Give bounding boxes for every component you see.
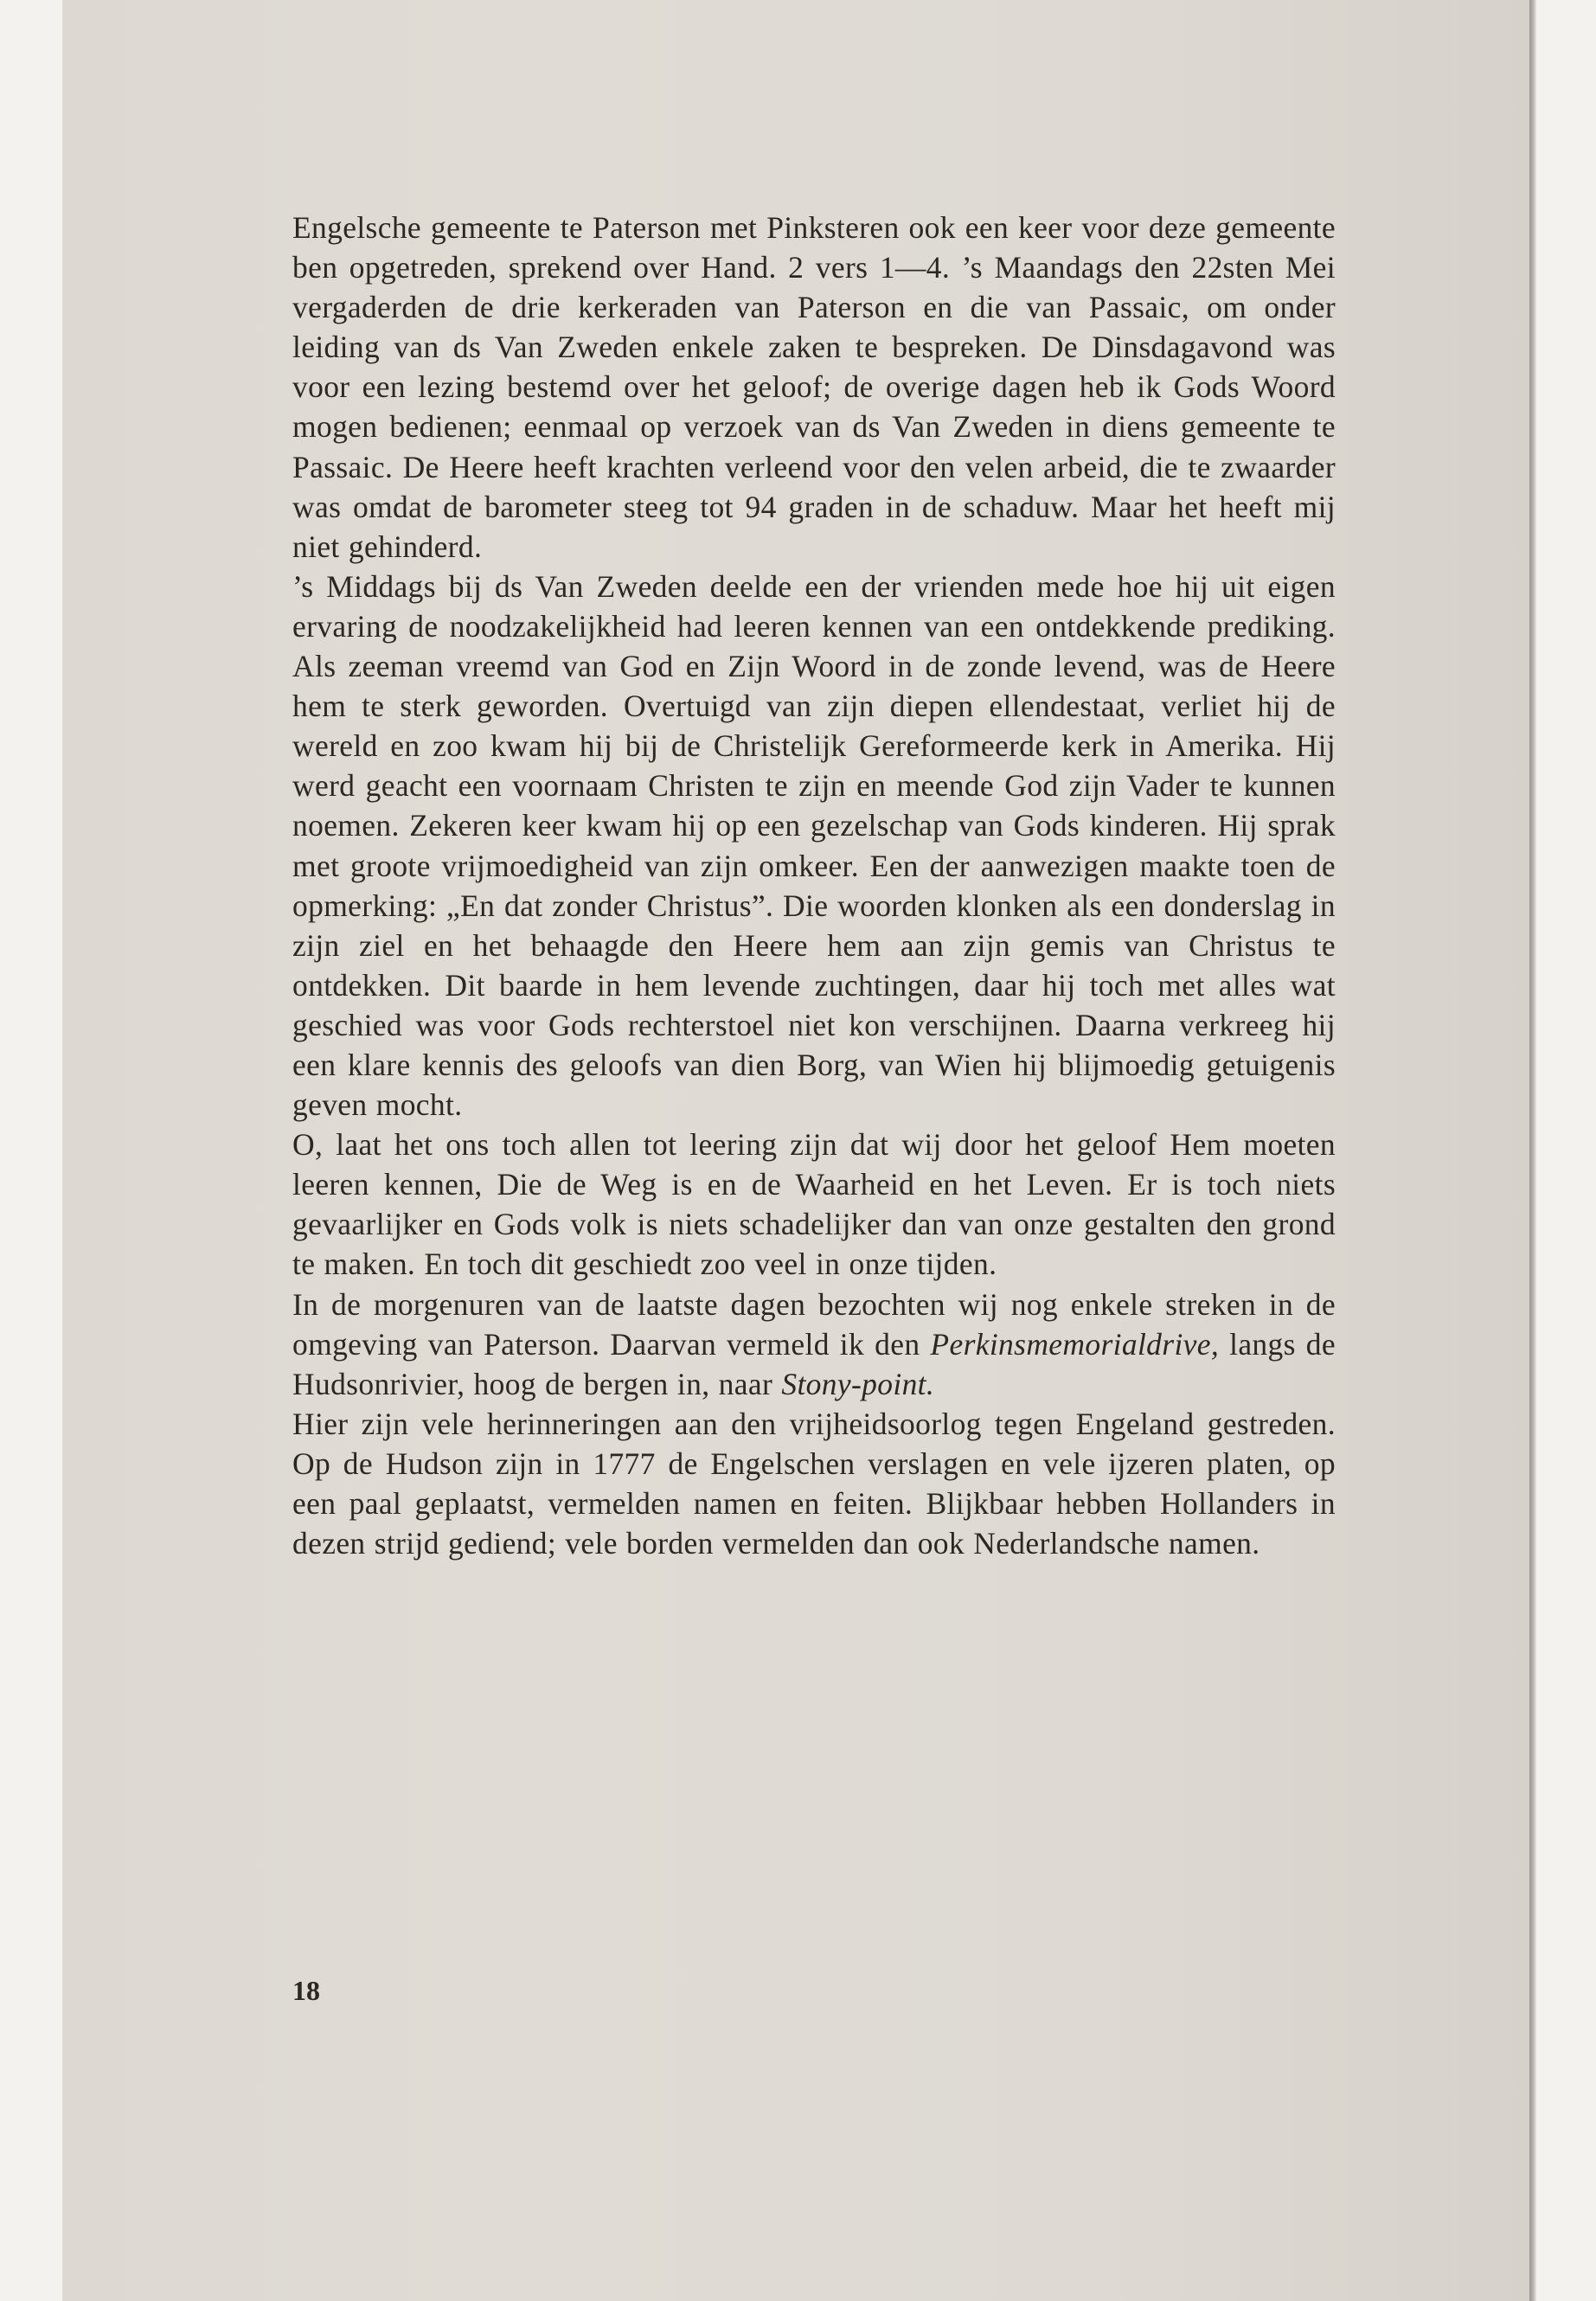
paragraph-3	[292, 1125, 1336, 1284]
paragraph-4	[292, 1285, 1336, 1404]
italic-place-name: Stony-point.	[781, 1366, 935, 1401]
paragraph-text: In de morgenuren van de laatste dagen bezochten wij nog enkele streken in de omgeving van Paterson. Daarvan vermeld ik den	[292, 1286, 1336, 1362]
page-number: 18	[292, 1975, 320, 2006]
body-text	[292, 208, 1336, 1563]
paragraph-text: Engelsche gemeente te Paterson met Pinksteren ook een keer voor deze gemeente ben opgetreden, sprekend over Hand. 2 vers 1—4. ’s Maandags den 22sten Mei vergaderden de drie kerkeraden van Paterson en die van Passaic, om onder leiding van ds Van Zweden enkele zaken te bespreken. De Dinsdagavond was voor een lezing bestemd over het geloof; de overige dagen heb ik Gods Woord mogen bedienen; eenmaal op verzoek van ds Van Zweden in diens gemeente te Passaic. De Heere heeft krachten verleend voor den velen arbeid, die te zwaarder was omdat de barometer steeg tot 94 graden in de schaduw. Maar het heeft mij niet gehinderd.	[292, 210, 1336, 564]
italic-place-name: Perkinsmemorialdrive,	[930, 1326, 1220, 1362]
paragraph-text: O, laat het ons toch allen tot leering zijn dat wij door het geloof Hem moeten leeren kennen, Die de Weg is en de Waarheid en het Leven. Er is toch niets gevaarlijker en Gods volk is niets schadelijker dan van onze gestalten den grond te maken. En toch dit geschiedt zoo veel in onze tijden.	[292, 1127, 1336, 1282]
page-edge	[1529, 0, 1536, 2301]
paragraph-text: Hier zijn vele herinneringen aan den vrijheidsoorlog tegen Engeland gestreden. Op de Hudson zijn in 1777 de Engelschen verslagen en vele ijzeren platen, op een paal geplaatst, vermelden namen en feiten. Blijkbaar hebben Hollanders in dezen strijd gediend; vele borden vermelden dan ook Nederlandsche namen.	[292, 1406, 1336, 1561]
paragraph-text: langs de Hudsonrivier, hoog de bergen in, naar	[292, 1326, 1336, 1401]
paragraph-text: ’s Middags bij ds Van Zweden deelde een der vrienden mede hoe hij uit eigen ervaring de noodzakelijkheid had leeren kennen van een ontdekkende prediking. Als zeeman vreemd van God en Zijn Woord in de zonde levend, was de Heere hem te sterk geworden. Overtuigd van zijn diepen ellendestaat, verliet hij de wereld en zoo kwam hij bij de Christelijk Gereformeerde kerk in Amerika. Hij werd geacht een voornaam Christen te zijn en meende God zijn Vader te kunnen noemen. Zekeren keer kwam hij op een gezelschap van Gods kinderen. Hij sprak met groote vrijmoedigheid van zijn omkeer. Een der aanwezigen maakte toen de opmerking: „En dat zonder Christus”. Die woorden klonken als een donderslag in zijn ziel en het behaagde den Heere hem aan zijn gemis van Christus te ontdekken. Dit baarde in hem levende zuchtingen, daar hij toch met alles wat geschied was voor Gods rechterstoel niet kon verschijnen. Daarna verkreeg hij een klare kennis des geloofs van dien Borg, van Wien hij blijmoedig getuigenis geven mocht.	[292, 568, 1336, 1123]
paragraph-5	[292, 1404, 1336, 1563]
paragraph-2	[292, 567, 1336, 1125]
paragraph-1	[292, 208, 1336, 567]
